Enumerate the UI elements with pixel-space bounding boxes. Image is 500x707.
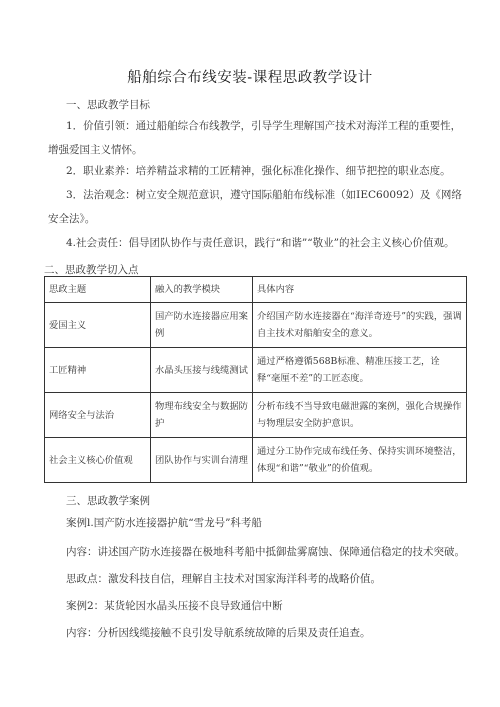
section-1-heading: 一、思政教学目标: [66, 99, 150, 111]
case-1-content: 内容：讲述国产防水连接器在极地科考船中抵御盐雾腐蚀、保障通信稳定的技术突破。: [66, 546, 465, 558]
table-cell-theme: 社会主义核心价值观: [45, 438, 151, 483]
section-2-heading: 二、思政教学切入点: [44, 264, 139, 276]
section-3-heading: 三、思政教学案例: [66, 495, 150, 507]
table-header-cell: 融入的教学模块: [151, 277, 253, 303]
table-header-cell: 思政主题: [45, 277, 151, 303]
table-row: [45, 303, 467, 348]
table-cell-module: 水晶头压接与线缆测试: [151, 348, 253, 393]
objective-1: 1．价值引领：通过船舶综合布线教学，引导学生理解国产技术对海洋工程的重要性，增强爱国主义情怀。: [48, 120, 462, 156]
table-header-cell: 具体内容: [253, 277, 467, 303]
table-cell-theme: 工匠精神: [45, 348, 151, 393]
table-cell-module: 团队协作与实训台清理: [151, 438, 253, 483]
case-1-ideology-point: 思政点：激发科技自信，理解自主技术对国家海洋科考的战略价值。: [66, 573, 381, 585]
table-cell-content: 介绍国产防水连接器在“海洋奇迹号”的实践，强调自主技术对船舶安全的意义。: [253, 303, 467, 348]
table-cell-content: 分析布线不当导致电磁泄露的案例，强化合规操作与物理层安全防护意识。: [253, 393, 467, 438]
case-2-content: 内容：分析因线缆接触不良引发导航系统故障的后果及责任追查。: [66, 627, 371, 639]
ideology-entry-table: [44, 276, 467, 483]
table-header-row: [45, 277, 467, 303]
objective-2: 2．职业素养：培养精益求精的工匠精神，强化标准化操作、细节把控的职业态度。: [66, 165, 451, 177]
table-cell-content: 通过分工协作完成布线任务、保持实训环境整洁，体现“和谐”“敬业”的价值观。: [253, 438, 467, 483]
table-cell-theme: 爱国主义: [45, 303, 151, 348]
document-title: 船舶综合布线安装-课程思政教学设计: [127, 70, 373, 86]
case-2-title: 案例2：某货轮因水晶头压接不良导致通信中断: [66, 600, 283, 612]
table-cell-module: 国产防水连接器应用案例: [151, 303, 253, 348]
table-row: [45, 438, 467, 483]
objective-3: 3．法治观念：树立安全规范意识，遵守国际船舶布线标准（如IEC60092）及《网络安全法》。: [48, 189, 462, 225]
case-1-title: 案例l.国产防水连接器护航“雪龙号”科考船: [66, 517, 262, 529]
table-cell-theme: 网络安全与法治: [45, 393, 151, 438]
objective-4: 4.社会责任：倡导团队协作与责任意识，践行“和谐”“敬业”的社会主义核心价值观。: [66, 237, 455, 249]
table-row: [45, 348, 467, 393]
table-row: [45, 393, 467, 438]
table-cell-content: 通过严格遵循568B标准、精准压接工艺，诠释“毫厘不差”的工匠态度。: [253, 348, 467, 393]
table-cell-module: 物理布线安全与数据防护: [151, 393, 253, 438]
